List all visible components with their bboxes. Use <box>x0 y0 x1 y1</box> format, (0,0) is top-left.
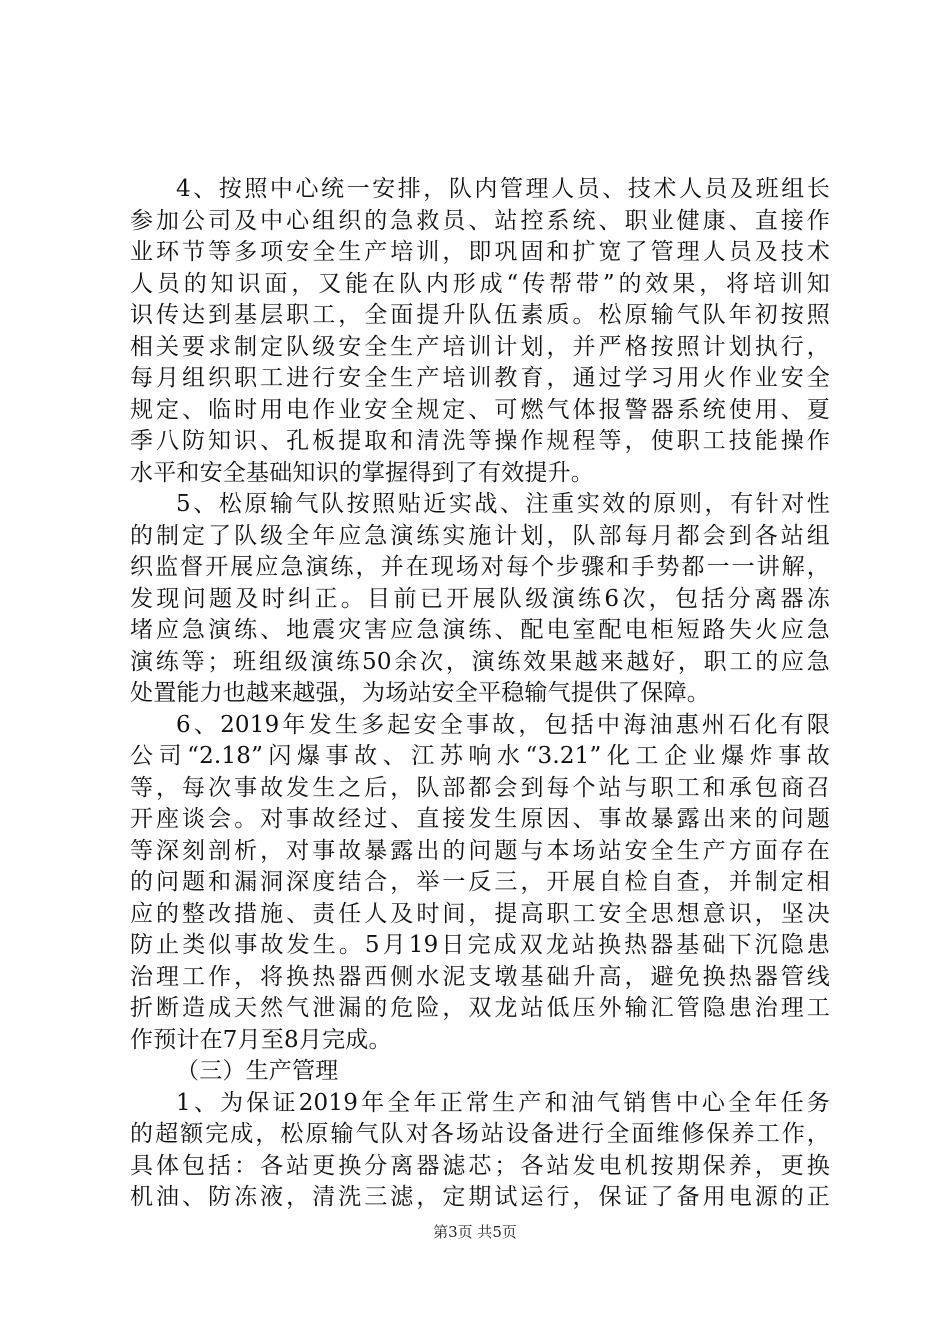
text-line: 参加公司及中心组织的急救员、站控系统、职业健康、直接作 <box>130 207 830 234</box>
section-heading <box>130 1056 830 1088</box>
text-line: 4、按照中心统一安排，队内管理人员、技术人员及班组长 <box>176 176 830 202</box>
text-line: 水平和安全基础知识的掌握得到了有效提升。 <box>130 459 594 486</box>
text-line: 具体包括：各站更换分离器滤芯；各站发电机按期保养，更换 <box>130 1152 830 1179</box>
text-line: 5、松原输气队按照贴近实战、注重实效的原则，有针对性 <box>176 491 830 517</box>
text-line: 的超额完成，松原输气队对各场站设备进行全面维修保养工作， <box>130 1121 830 1147</box>
text-line: 开座谈会。对事故经过、直接发生原因、事故暴露出来的问题 <box>130 806 830 832</box>
text-line: 相关要求制定队级安全生产培训计划，并严格按照计划执行， <box>130 333 830 360</box>
text-line: 1、为保证2019年全年正常生产和油气销售中心全年任务 <box>176 1089 830 1116</box>
document-body <box>130 174 830 1214</box>
text-line: 等深刻剖析，对事故暴露出的问题与本场站安全生产方面存在 <box>130 837 830 864</box>
text-line: 织监督开展应急演练，并在现场对每个步骤和手势都一一讲解， <box>130 554 830 580</box>
paragraph <box>130 174 830 489</box>
text-line: 季八防知识、孔板提取和清洗等操作规程等，使职工技能操作 <box>130 428 830 454</box>
text-line: 处置能力也越来越强，为场站安全平稳输气提供了保障。 <box>130 680 710 706</box>
text-line: 机油、防冻液，清洗三滤，定期试运行，保证了备用电源的正 <box>130 1184 830 1210</box>
page-footer: 第3页 共5页 <box>433 1223 517 1241</box>
text-line: 的问题和漏洞深度结合，举一反三，开展自检自查，并制定相 <box>130 869 830 895</box>
text-line: 应的整改措施、责任人及时间，提高职工安全思想意识，坚决 <box>130 900 830 927</box>
heading-text: （三）生产管理 <box>176 1058 339 1084</box>
text-line: 作预计在7月至8月完成。 <box>130 1026 392 1053</box>
text-line: 等，每次事故发生之后，队部都会到每个站与职工和承包商召 <box>130 774 830 801</box>
text-line: 治理工作，将换热器西侧水泥支墩基础升高，避免换热器管线 <box>130 963 830 990</box>
text-line: 防止类似事故发生。5月19日完成双龙站换热器基础下沉隐患 <box>130 932 830 958</box>
paragraph <box>130 1088 830 1214</box>
text-line: 公司“2.18”闪爆事故、江苏响水“3.21”化工企业爆炸事故 <box>130 743 830 769</box>
text-line: 折断造成天然气泄漏的危险，双龙站低压外输汇管隐患治理工 <box>130 995 830 1021</box>
text-line: 堵应急演练、地震灾害应急演练、配电室配电柜短路失火应急 <box>130 617 830 643</box>
text-line: 的制定了队级全年应急演练实施计划，队部每月都会到各站组 <box>130 522 830 549</box>
text-line: 6、2019年发生多起安全事故，包括中海油惠州石化有限 <box>176 711 830 738</box>
text-line: 规定、临时用电作业安全规定、可燃气体报警器系统使用、夏 <box>130 396 830 423</box>
text-line: 业环节等多项安全生产培训，即巩固和扩宽了管理人员及技术 <box>130 239 830 265</box>
text-line: 识传达到基层职工，全面提升队伍素质。松原输气队年初按照 <box>130 302 830 328</box>
paragraph <box>130 489 830 710</box>
text-line: 发现问题及时纠正。目前已开展队级演练6次，包括分离器冻 <box>130 585 830 612</box>
text-line: 演练等；班组级演练50余次，演练效果越来越好，职工的应急 <box>130 648 830 675</box>
paragraph <box>130 710 830 1057</box>
text-line: 每月组织职工进行安全生产培训教育，通过学习用火作业安全 <box>130 365 830 391</box>
text-line: 人员的知识面，又能在队内形成“传帮带”的效果，将培训知 <box>130 270 830 297</box>
